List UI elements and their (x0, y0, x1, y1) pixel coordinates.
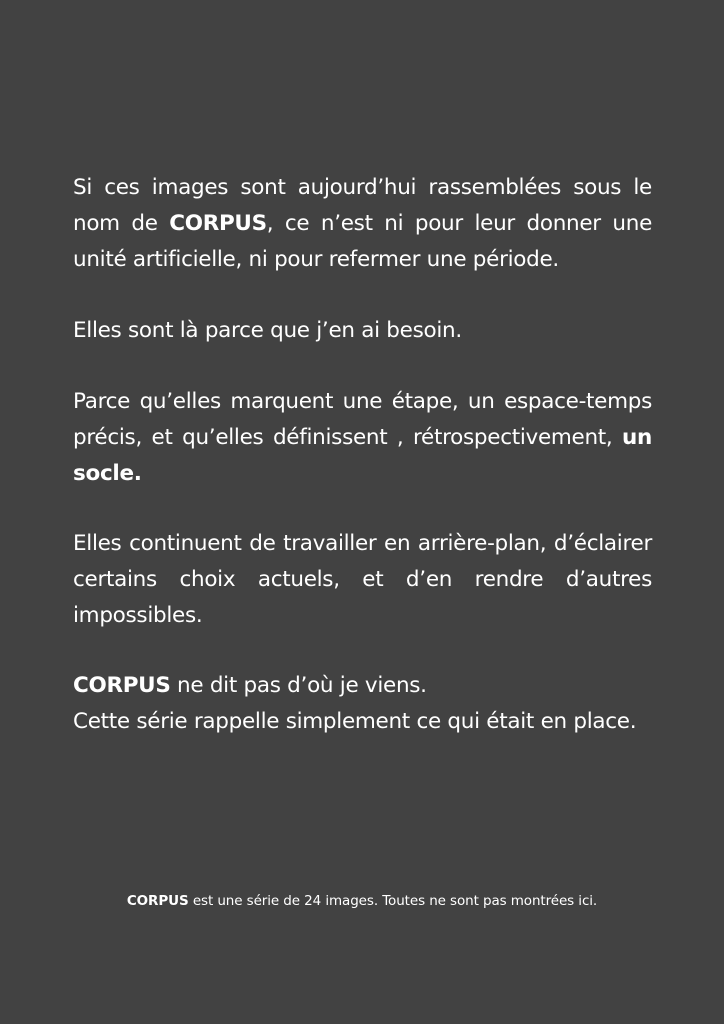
paragraph-origin-line2: Cette série rappelle simplement ce qui était en place. (73, 709, 637, 734)
footnote-text: est une série de 24 images. Toutes ne sont pas montrées ici. (188, 893, 598, 909)
paragraph-intro (73, 170, 652, 278)
paragraph-intro-text-a: Si ces images sont aujourd’hui rassemblées sous le nom de (73, 175, 652, 236)
corpus-title-bold: CORPUS (169, 211, 267, 236)
paragraph-stage (73, 384, 652, 492)
paragraph-stage-bold: un socle. (73, 425, 652, 486)
paragraph-background-text: Elles continuent de travailler en arrière-plan, d’éclairer certains choix actuels, et d’en rendre d’autres impossibles. (73, 531, 652, 628)
corpus-title-bold-2: CORPUS (73, 673, 171, 698)
paragraph-need (73, 313, 652, 349)
paragraph-background (73, 526, 652, 634)
paragraph-origin (73, 668, 652, 740)
paragraph-stage-text: Parce qu’elles marquent une étape, un espace-temps précis, et qu’elles définissent , rétrospectivement, (73, 389, 652, 450)
paragraph-need-text: Elles sont là parce que j’en ai besoin. (73, 318, 462, 343)
footnote-corpus-bold: CORPUS (126, 893, 189, 909)
paragraph-origin-text: ne dit pas d’où je viens. (170, 673, 427, 698)
paragraph-intro-text-b: , ce n’est ni pour leur donner une unité artificielle, ni pour refermer une période. (73, 211, 652, 272)
footnote (0, 891, 724, 911)
